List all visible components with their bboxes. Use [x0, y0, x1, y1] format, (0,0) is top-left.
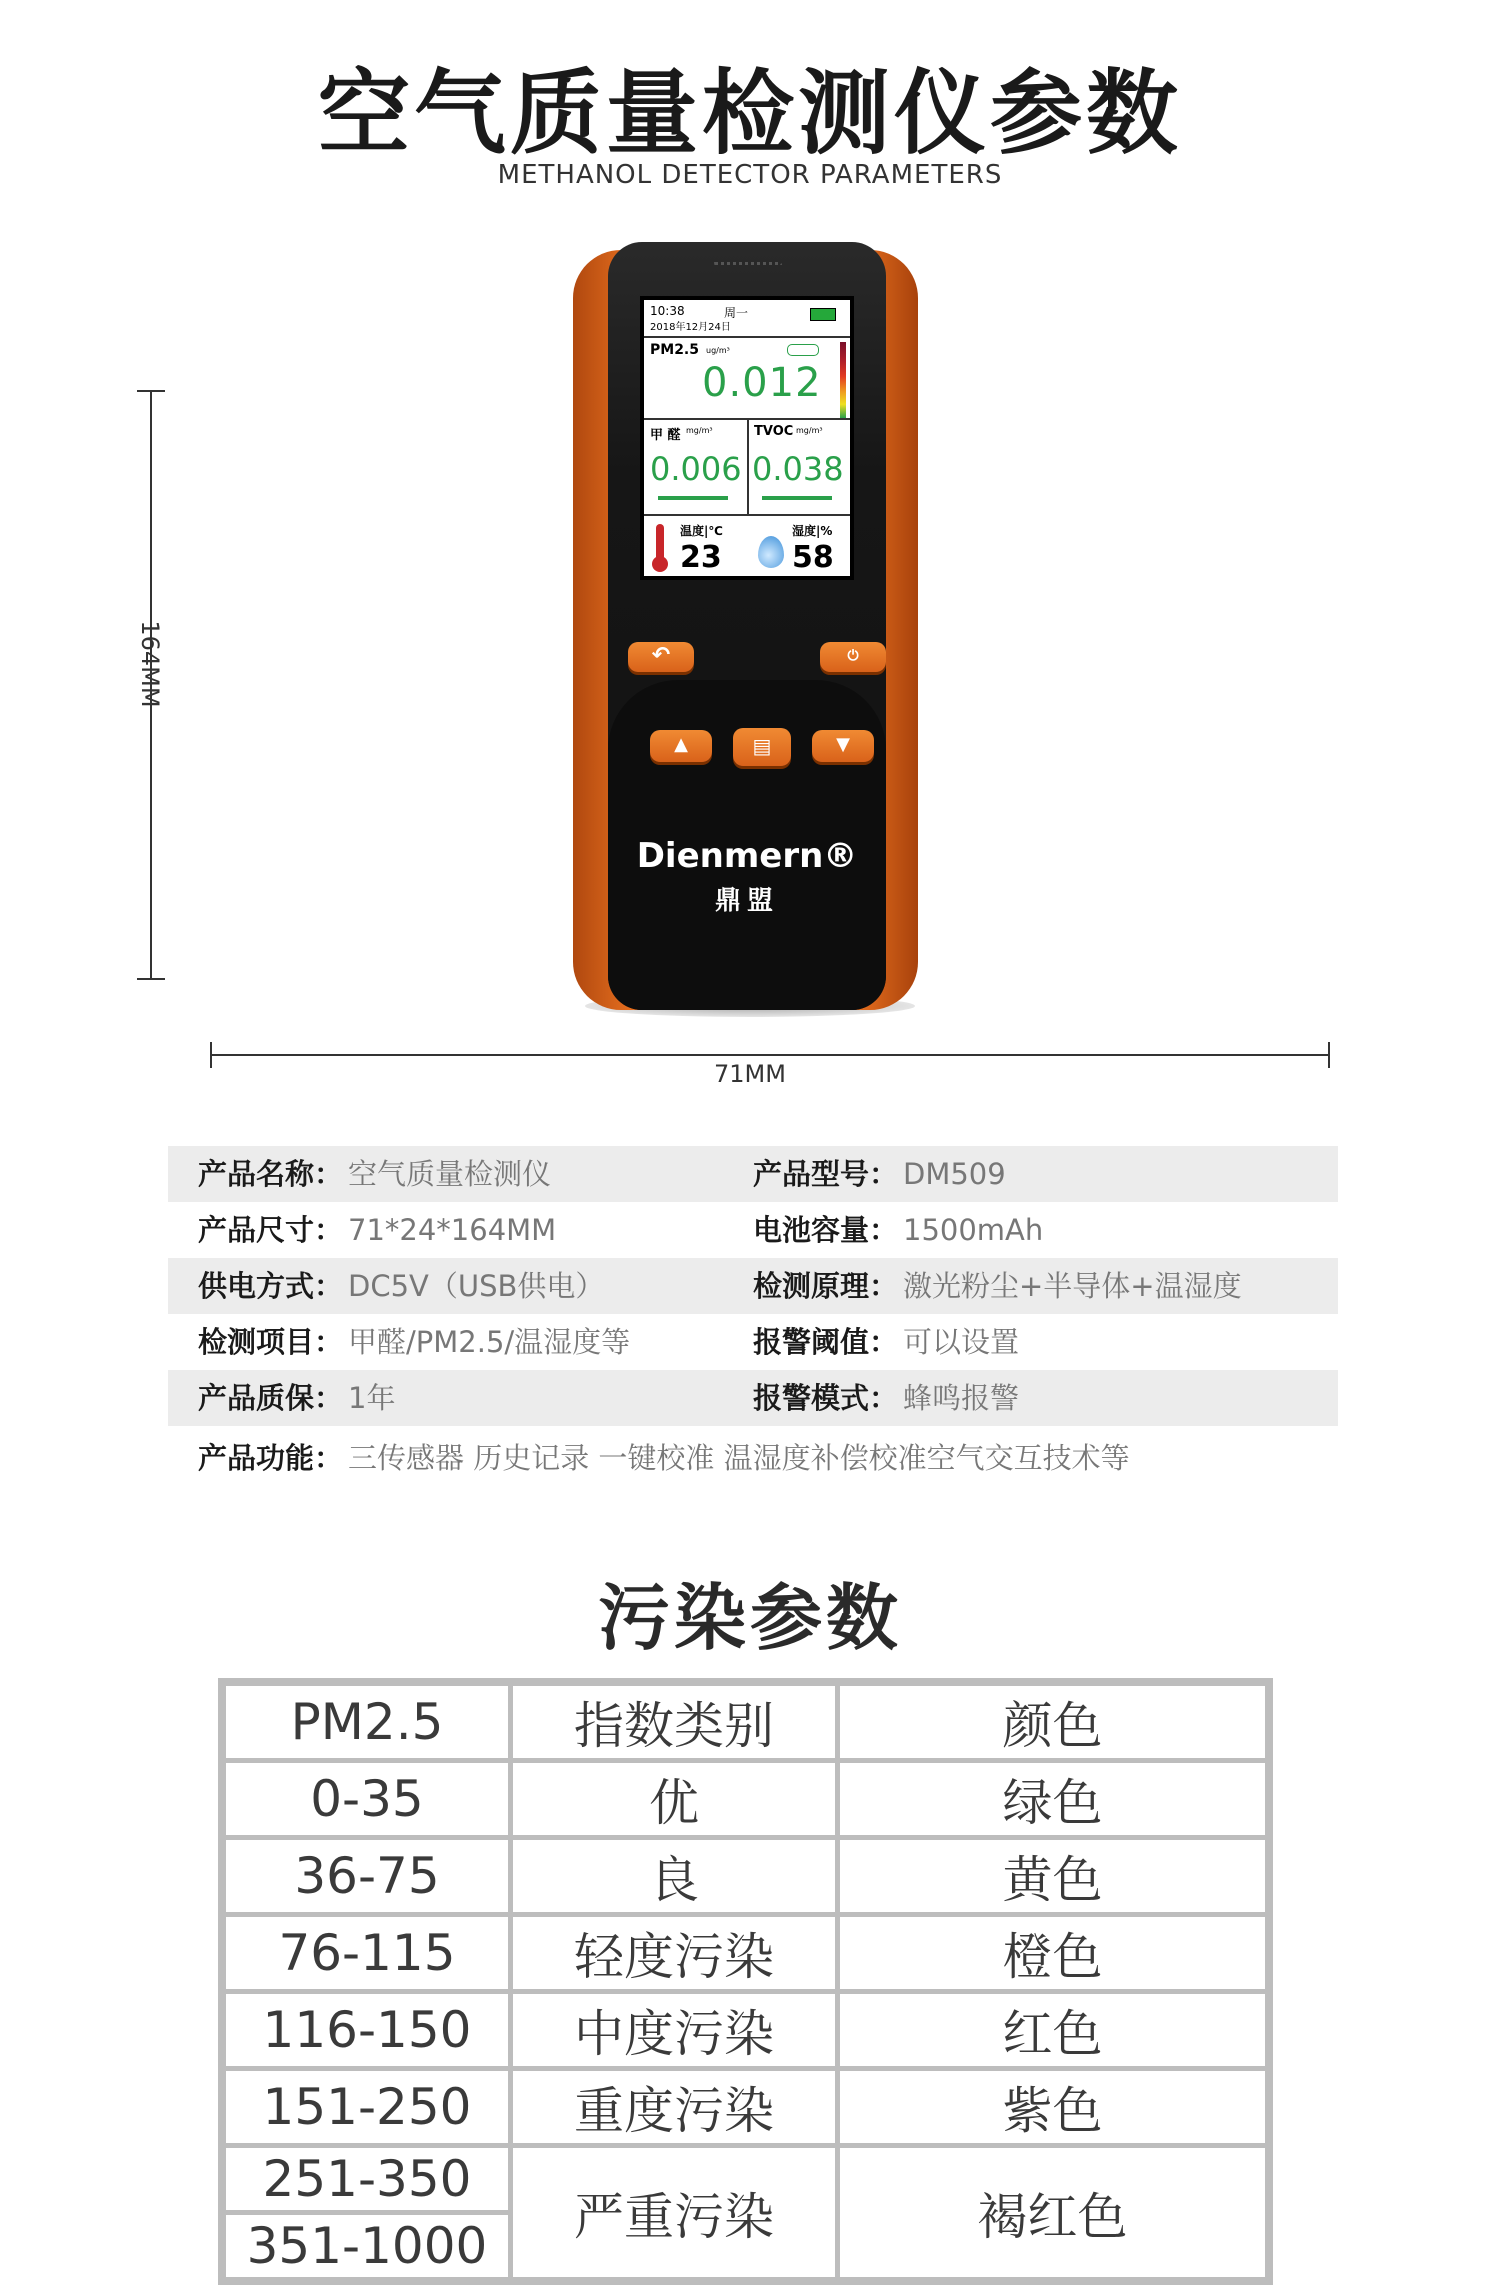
spec-row	[168, 1258, 1338, 1314]
table-cell: 绿色	[838, 1761, 1270, 1838]
pm25-unit: ug/m³	[706, 346, 730, 355]
formaldehyde-underline	[658, 496, 728, 500]
back-button[interactable]: ↶	[628, 642, 694, 672]
pollution-table	[218, 1678, 1273, 2285]
table-row	[222, 2146, 1269, 2213]
screen-divider	[644, 514, 850, 516]
up-button[interactable]: ▲	[650, 730, 712, 762]
table-cell: 151-250	[222, 2069, 511, 2146]
table-row	[222, 1838, 1269, 1915]
spec-key: 产品名称：	[198, 1157, 344, 1191]
height-dimension-cap-top	[137, 390, 165, 392]
table-cell: 黄色	[838, 1838, 1270, 1915]
down-button[interactable]: ▼	[812, 730, 874, 762]
spec-value: 71*24*164MM	[348, 1213, 557, 1247]
table-cell: 76-115	[222, 1915, 511, 1992]
formaldehyde-value: 0.006	[650, 450, 742, 488]
spec-value: 1500mAh	[903, 1213, 1044, 1247]
thermometer-bulb-icon	[652, 556, 668, 572]
table-cell: 0-35	[222, 1761, 511, 1838]
tvoc-label: TVOC	[754, 424, 794, 439]
power-button[interactable]: ⏻	[820, 642, 886, 672]
spec-key: 产品尺寸：	[198, 1213, 344, 1247]
table-cell: 重度污染	[511, 2069, 838, 2146]
device-screen	[640, 296, 854, 580]
humidity-value: 58	[792, 540, 834, 575]
spec-key: 产品功能：	[198, 1441, 344, 1475]
spec-value: DM509	[903, 1157, 1006, 1191]
width-dimension-line	[210, 1054, 1330, 1056]
battery-icon	[810, 308, 836, 321]
table-header: PM2.5	[222, 1682, 511, 1761]
spec-key: 电池容量：	[753, 1213, 899, 1247]
height-dimension-label: 164MM	[136, 620, 164, 708]
spec-key: 报警模式：	[753, 1381, 899, 1415]
table-cell: 优	[511, 1761, 838, 1838]
table-cell: 36-75	[222, 1838, 511, 1915]
temperature-value: 23	[680, 540, 722, 575]
spec-key: 产品型号：	[753, 1157, 899, 1191]
spec-value: 空气质量检测仪	[348, 1157, 552, 1191]
table-header-row	[222, 1682, 1269, 1761]
pm25-value: 0.012	[702, 360, 822, 406]
formaldehyde-unit: mg/m³	[686, 426, 713, 435]
tvoc-underline	[762, 496, 832, 500]
spec-key: 检测原理：	[753, 1269, 899, 1303]
brand-logo: Dienmern®	[636, 836, 858, 876]
spec-row	[168, 1370, 1338, 1426]
spec-value: 1年	[348, 1381, 396, 1415]
screen-vertical-divider	[747, 420, 749, 514]
water-drop-icon	[758, 536, 784, 568]
spec-value: 甲醛/PM2.5/温湿度等	[348, 1325, 631, 1359]
width-dimension-label: 71MM	[714, 1060, 786, 1088]
table-cell: 良	[511, 1838, 838, 1915]
screen-weekday: 周一	[724, 306, 749, 320]
level-scale-icon	[840, 342, 846, 418]
spec-value: 激光粉尘+半导体+温湿度	[903, 1269, 1242, 1303]
section-title: 污染参数	[597, 1576, 902, 1660]
table-cell: 116-150	[222, 1992, 511, 2069]
spec-row	[168, 1202, 1338, 1258]
pm25-label: PM2.5	[650, 342, 699, 358]
spec-row	[168, 1146, 1338, 1202]
table-header: 指数类别	[511, 1682, 838, 1761]
table-cell: 褐红色	[838, 2146, 1270, 2282]
spec-value: 可以设置	[903, 1325, 1020, 1359]
table-header: 颜色	[838, 1682, 1270, 1761]
screen-divider	[644, 336, 850, 338]
table-row	[222, 1761, 1269, 1838]
height-dimension-cap-bottom	[137, 978, 165, 980]
spec-value: 蜂鸣报警	[903, 1381, 1020, 1415]
temperature-label: 温度|℃	[680, 524, 723, 538]
table-cell: 351-1000	[222, 2213, 511, 2282]
table-cell: 紫色	[838, 2069, 1270, 2146]
table-cell: 严重污染	[511, 2146, 838, 2282]
menu-button[interactable]: ▤	[733, 728, 791, 766]
spec-value: DC5V（USB供电）	[348, 1269, 605, 1303]
table-cell: 251-350	[222, 2146, 511, 2213]
screen-time: 10:38	[650, 304, 685, 318]
spec-key: 检测项目：	[198, 1325, 344, 1359]
table-row	[222, 1915, 1269, 1992]
page-subtitle: METHANOL DETECTOR PARAMETERS	[497, 160, 1003, 190]
table-cell: 中度污染	[511, 1992, 838, 2069]
speaker-grille	[712, 262, 782, 271]
screen-date: 2018年12月24日	[650, 322, 731, 333]
table-row	[222, 2069, 1269, 2146]
spec-key: 报警阈值：	[753, 1325, 899, 1359]
spec-key: 产品质保：	[198, 1381, 344, 1415]
humidity-label: 湿度|%	[792, 524, 833, 538]
table-cell: 红色	[838, 1992, 1270, 2069]
brand-logo-cn: 鼎盟	[714, 886, 779, 916]
table-cell: 轻度污染	[511, 1915, 838, 1992]
spec-row	[168, 1430, 1338, 1486]
spec-row	[168, 1314, 1338, 1370]
tvoc-unit: mg/m³	[796, 426, 823, 435]
table-row	[222, 1992, 1269, 2069]
spec-key: 供电方式：	[198, 1269, 344, 1303]
spec-value: 三传感器 历史记录 一键校准 温湿度补偿校准空气交互技术等	[348, 1441, 1130, 1475]
status-pill-icon	[787, 344, 819, 356]
tvoc-value: 0.038	[752, 450, 844, 488]
formaldehyde-label: 甲 醛	[650, 428, 681, 443]
page-title: 空气质量检测仪参数	[317, 60, 1182, 167]
table-cell: 橙色	[838, 1915, 1270, 1992]
